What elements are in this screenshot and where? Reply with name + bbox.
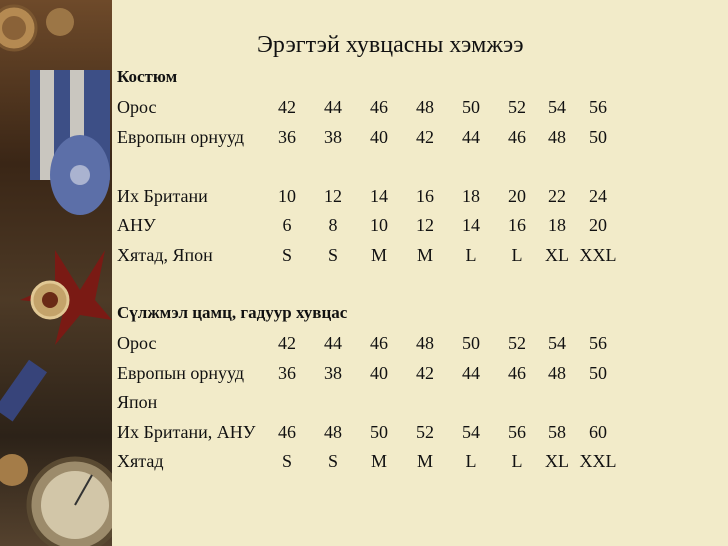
page-title: Эрэгтэй хувцасны хэмжээ	[257, 32, 524, 58]
size-cell: S	[281, 451, 293, 472]
size-cell: 50	[589, 126, 607, 147]
row-label: Хятад	[117, 451, 164, 472]
table-row	[0, 97, 728, 119]
size-cell: 48	[416, 333, 434, 353]
size-cell: S	[327, 245, 339, 265]
row-label: Их Британи, АНУ	[117, 421, 256, 442]
size-cell: 42	[416, 362, 434, 383]
size-cell: 14	[462, 215, 480, 236]
section-heading: Сүлжмэл цамц, гадуур хувцас	[117, 303, 348, 322]
table-row	[0, 392, 728, 414]
size-cell: 20	[508, 185, 526, 206]
size-cell: 48	[416, 97, 434, 117]
size-cell: 50	[462, 333, 480, 353]
table-row	[0, 333, 728, 355]
size-cell: 18	[462, 185, 480, 206]
size-cell: XXL	[579, 245, 617, 265]
size-cell: 48	[548, 126, 566, 147]
size-cell: 46	[370, 333, 388, 353]
size-cell: 50	[589, 362, 607, 383]
size-cell: 52	[508, 97, 526, 117]
table-row	[0, 127, 728, 149]
size-cell: 48	[324, 421, 342, 442]
size-cell: 52	[508, 333, 526, 353]
size-cell: 60	[589, 421, 607, 442]
size-cell: 46	[508, 362, 526, 383]
size-cell: 12	[416, 215, 434, 236]
size-cell: 44	[462, 362, 480, 383]
size-cell: 38	[324, 126, 342, 147]
table-row	[0, 451, 728, 473]
size-cell: 54	[548, 333, 566, 353]
size-cell: M	[370, 245, 388, 265]
size-cell: 40	[370, 126, 388, 147]
size-cell: 42	[416, 126, 434, 147]
row-label: Европын орнууд	[117, 362, 245, 383]
size-cell: 46	[370, 97, 388, 117]
section-heading: Костюм	[117, 67, 178, 86]
size-cell: 14	[370, 185, 388, 206]
row-label: Хятад, Япон	[117, 245, 213, 265]
size-cell: 18	[548, 215, 566, 236]
row-label: Орос	[117, 97, 157, 117]
size-cell: S	[327, 451, 339, 472]
size-cell: 16	[416, 185, 434, 206]
size-cell: 52	[416, 421, 434, 442]
size-cell: M	[416, 451, 434, 472]
row-label: Их Британи	[117, 185, 208, 206]
size-cell: 16	[508, 215, 526, 236]
size-cell: 40	[370, 362, 388, 383]
size-cell: 20	[589, 215, 607, 236]
row-label: Европын орнууд	[117, 126, 245, 147]
size-cell: XXL	[579, 451, 617, 472]
size-cell: 24	[589, 185, 607, 206]
size-cell: 22	[548, 185, 566, 206]
size-cell: 44	[324, 97, 342, 117]
size-cell: 46	[508, 126, 526, 147]
size-cell: S	[281, 245, 293, 265]
size-cell: 36	[278, 126, 296, 147]
size-cell: 12	[324, 185, 342, 206]
size-cell: 10	[278, 185, 296, 206]
size-cell: 54	[548, 97, 566, 117]
size-cell: 54	[462, 421, 480, 442]
size-cell: 58	[548, 421, 566, 442]
table-row	[0, 422, 728, 444]
size-cell: 38	[324, 362, 342, 383]
size-cell: 44	[462, 126, 480, 147]
size-cell: 48	[548, 362, 566, 383]
size-cell: 56	[508, 421, 526, 442]
size-cell: XL	[545, 451, 569, 472]
table-row	[0, 186, 728, 208]
row-label: Орос	[117, 333, 157, 353]
size-cell: XL	[545, 245, 569, 265]
size-cell: L	[511, 451, 523, 472]
size-cell: 56	[589, 97, 607, 117]
size-cell: 56	[589, 333, 607, 353]
size-cell: 10	[370, 215, 388, 236]
size-cell: L	[511, 245, 523, 265]
size-cell: M	[370, 451, 388, 472]
table-row	[0, 363, 728, 385]
size-cell: 8	[328, 215, 338, 236]
size-cell: 42	[278, 333, 296, 353]
size-cell: 50	[370, 421, 388, 442]
size-cell: L	[465, 451, 477, 472]
row-label: АНУ	[117, 215, 156, 236]
table-row	[0, 245, 728, 267]
size-cell: 50	[462, 97, 480, 117]
table-row	[0, 215, 728, 237]
size-cell: 6	[282, 215, 292, 236]
size-cell: 42	[278, 97, 296, 117]
size-cell: 46	[278, 421, 296, 442]
size-cell: 44	[324, 333, 342, 353]
size-cell: L	[465, 245, 477, 265]
size-cell: M	[416, 245, 434, 265]
row-label: Япон	[117, 392, 158, 413]
size-cell: 36	[278, 362, 296, 383]
